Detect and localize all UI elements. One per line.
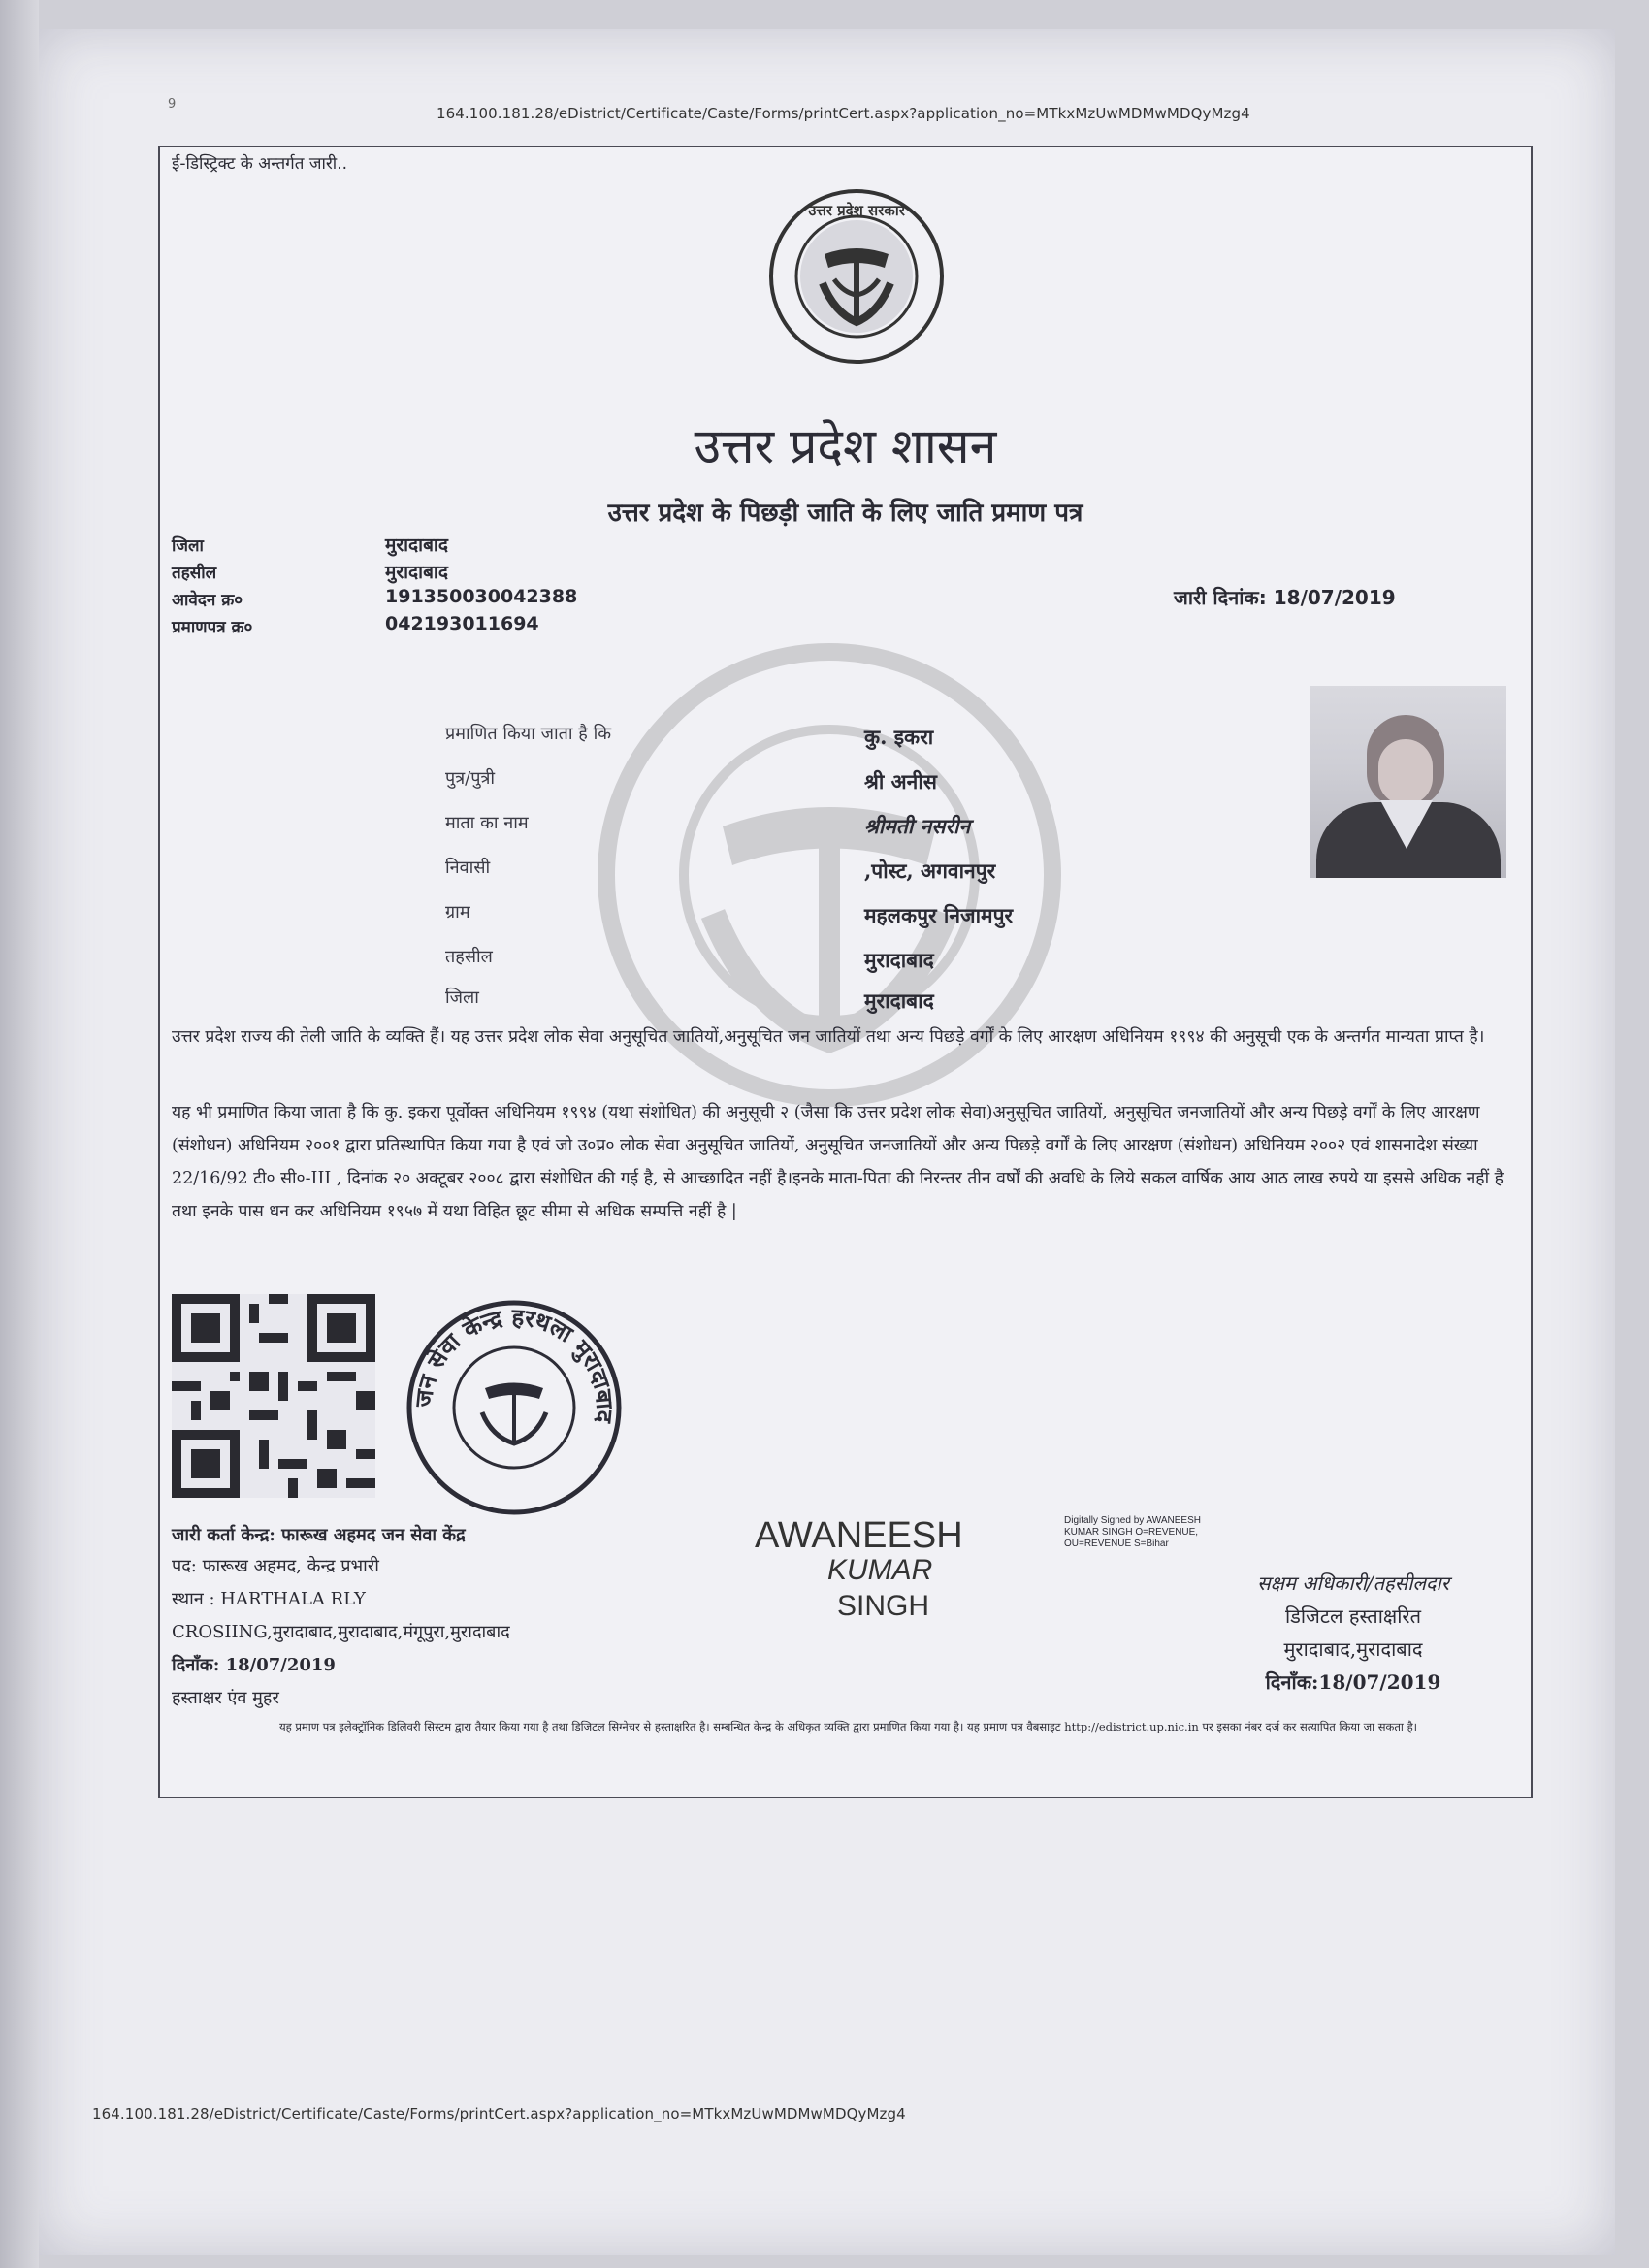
field-label-district: जिला — [445, 988, 479, 1008]
applicant-photo — [1310, 686, 1506, 878]
government-title: उत्तर प्रदेश शासन — [694, 418, 997, 474]
issued-under-note: ई-डिस्ट्रिक्ट के अन्तर्गत जारी.. — [172, 154, 348, 174]
field-label-son-daughter: पुत्र/पुत्री — [445, 768, 496, 789]
digital-signature-details: Digitally Signed by AWANEESH KUMAR SINGH O=REVENUE, OU=REVENUE S=Bihar — [1064, 1515, 1201, 1549]
field-label-tehsil: तहसील — [445, 947, 493, 967]
issuer-date: दिनाँक: 18/07/2019 — [172, 1655, 336, 1675]
svg-text:जन सेवा केन्द्र हरथला मुरादाबा: जन सेवा केन्द्र हरथला मुरादाबाद — [408, 1302, 620, 1424]
field-value-district: मुरादाबाद — [864, 988, 934, 1013]
authority-place: मुरादाबाद,मुरादाबाद — [1283, 1637, 1423, 1661]
field-value-mother: श्रीमती नसरीन — [864, 814, 971, 838]
certificate-no-value: 042193011694 — [385, 613, 539, 634]
caste-declaration: उत्तर प्रदेश राज्य की तेली जाति के व्यक्ति हैं। यह उत्तर प्रदेश लोक सेवा अनुसूचित जातियों,अनुसूचित जन जातियों तथा अन्य पिछड़े वर्गों के लिए आरक्षण अधिनियम १९९४ की अनुसूची एक के अन्तर्गत मान्यता प्राप्त है। — [172, 1027, 1485, 1047]
authority-title: सक्षम अधिकारी/तहसीलदार — [1257, 1571, 1449, 1595]
creamy-layer-declaration: यह भी प्रमाणित किया जाता है कि कु. इकरा पूर्वोक्त अधिनियम १९९४ (यथा संशोधित) की अनुसूची २ (जैसा कि उत्तर प्रदेश लोक सेवा)अनुसूचित जातियों, अनुसूचित जनजातियों और अन्य पिछड़े वर्गों के लिए आरक्षण (संशोधन) अधिनियम २००१ द्वारा प्रतिस्थापित किया गया है एवं जो उ०प्र० लोक सेवा अनुसूचित जातियों, अनुसूचित जनजातियों और अन्य पिछड़े वर्गों के लिए आरक्षण (संशोधन) अधिनियम २००२ एवं शासनादेश संख्या 22/16/92 टी० सी०-III , दिनांक २० अक्टूबर २००८ द्वारा संशोधित की गई है, से आच्छादित नहीं है।इनके माता-पिता की निरन्तर तीन वर्षों की अवधि के लिये सकल वार्षिक आय आठ लाख रुपये या इससे अधिक नहीं है तथा इनके पास धन कर अधिनियम १९५७ में यथा विहित छूट सीमा से अधिक सम्पत्ति नहीं है | — [172, 1103, 1504, 1221]
field-label-certified: प्रमाणित किया जाता है कि — [445, 724, 612, 744]
field-value-resident: ,पोस्ट, अगवानपुर — [864, 859, 996, 883]
certificate-title: उत्तर प्रदेश के पिछड़ी जाति के लिए जाति प्रमाण पत्र — [607, 499, 1083, 528]
jan-seva-kendra-stamp — [403, 1296, 626, 1519]
certificate-no-label: प्रमाणपत्र क्र० — [172, 618, 253, 637]
issuing-center: जारी कर्ता केन्द्र: फारूख अहमद जन सेवा केंद्र — [172, 1525, 466, 1545]
authority-digitally-signed: डिजिटल हस्ताक्षरित — [1285, 1604, 1421, 1628]
field-value-tehsil: मुरादाबाद — [864, 948, 934, 972]
svg-text:उत्तर प्रदेश सरकार: उत्तर प्रदेश सरकार — [808, 202, 905, 219]
issuer-post: पद: फारूख अहमद, केन्द्र प्रभारी — [172, 1556, 379, 1576]
tehsil-label: तहसील — [172, 564, 217, 583]
signature-seal-label: हस्ताक्षर एंव मुहर — [172, 1688, 279, 1708]
print-url-header: 164.100.181.28/eDistrict/Certificate/Caste/Forms/printCert.aspx?application_no=MTkxMzUwMDMwMDQyMzg4 — [436, 105, 1250, 122]
caste-certificate — [158, 146, 1533, 1798]
issuer-place-line2: CROSIING,मुरादाबाद,मुरादाबाद,मंगूपुरा,मुरादाबाद — [172, 1622, 510, 1642]
application-no-label: आवेदन क्र० — [172, 591, 243, 610]
field-value-village: महलकपुर निजामपुर — [864, 903, 1014, 927]
field-label-village: ग्राम — [445, 902, 470, 923]
application-no-value: 191350030042388 — [385, 586, 578, 607]
verification-qr-code — [172, 1294, 375, 1498]
district-label: जिला — [172, 536, 204, 556]
field-label-resident: निवासी — [445, 858, 491, 878]
electronic-delivery-note: यह प्रमाण पत्र इलेक्ट्रॉनिक डिलिवरी सिस्टम द्वारा तैयार किया गया है तथा डिजिटल सिग्नेचर से हस्ताक्षरित है। सम्बन्धित केन्द्र के अधिकृत व्यक्ति द्वारा प्रमाणित किया गया है। यह प्रमाण पत्र वैबसाइट http://edistrict.up.nic.in पर इसका नंबर दर्ज कर सत्यापित किया जा सकता है। — [278, 1720, 1418, 1733]
tehsil-value: मुरादाबाद — [385, 562, 448, 583]
page-number: 9 — [168, 97, 177, 112]
issuer-place-line1: स्थान : HARTHALA RLY — [172, 1589, 366, 1609]
digital-signature-name-2: KUMAR — [827, 1554, 933, 1586]
print-url-footer: 164.100.181.28/eDistrict/Certificate/Caste/Forms/printCert.aspx?application_no=MTkxMzUwMDMwMDQyMzg4 — [92, 2105, 906, 2122]
digital-signature-name-3: SINGH — [837, 1590, 930, 1622]
up-government-emblem — [766, 186, 947, 367]
scan-edge-shadow — [0, 0, 39, 2268]
district-value: मुरादाबाद — [385, 535, 448, 556]
digital-signature-name-1: AWANEESH — [755, 1515, 963, 1556]
field-value-father: श्री अनीस — [864, 769, 937, 794]
issue-date: जारी दिनांक: 18/07/2019 — [1174, 586, 1396, 609]
field-label-mother: माता का नाम — [445, 813, 529, 833]
authority-date: दिनाँक:18/07/2019 — [1265, 1670, 1441, 1694]
field-value-name: कु. इकरा — [864, 725, 934, 749]
